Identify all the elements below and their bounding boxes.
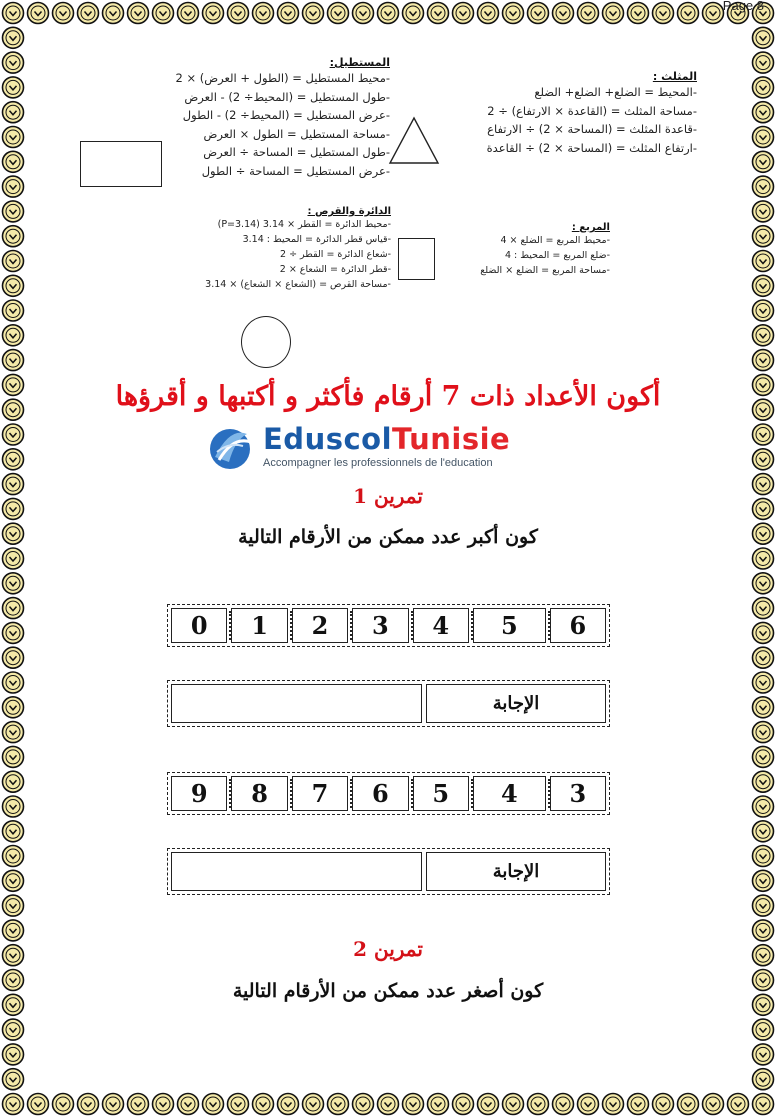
border-medallion xyxy=(178,1094,199,1115)
border-medallion xyxy=(753,1069,774,1090)
border-medallion xyxy=(628,3,649,24)
border-medallion xyxy=(753,424,774,445)
border-medallion xyxy=(3,746,24,767)
border-medallion xyxy=(353,1094,374,1115)
page-number: Page 8 xyxy=(722,0,764,13)
border-medallion xyxy=(78,1094,99,1115)
border-medallion xyxy=(3,325,24,346)
border-medallion xyxy=(3,548,24,569)
logo-tagline: Accompagner les professionnels de l'education xyxy=(263,457,493,469)
circle-formula-line: -قطر الدائرة = الشعاع × 2 xyxy=(279,264,391,275)
border-medallion xyxy=(153,3,174,24)
border-medallion xyxy=(203,3,224,24)
square-formula-line: -ضلع المربع = المحيط : 4 xyxy=(504,250,610,261)
exercise2-instruction: كون أصغر عدد ممكن من الأرقام التالية xyxy=(232,980,544,1002)
border-medallion xyxy=(403,1094,424,1115)
border-medallion xyxy=(453,3,474,24)
border-medallion xyxy=(453,1094,474,1115)
border-medallion xyxy=(3,77,24,98)
border-medallion xyxy=(753,1044,774,1065)
circle-formula-line: -قياس قطر الدائرة = المحيط : 3.14 xyxy=(242,234,391,245)
border-medallion xyxy=(753,1019,774,1040)
border-medallion xyxy=(3,622,24,643)
digit-cell: 3 xyxy=(352,608,408,643)
border-medallion xyxy=(3,275,24,296)
digit-cell: 7 xyxy=(292,776,348,811)
triangle-formulas xyxy=(455,70,697,157)
border-medallion xyxy=(3,176,24,197)
border-medallion xyxy=(28,1094,49,1115)
digit-cell: 4 xyxy=(413,608,469,643)
rectangle-figure xyxy=(80,141,162,187)
triangle-formula-line: -قاعدة المثلث = (المساحة × 2) ÷ الارتفاع xyxy=(487,122,697,136)
triangle-formula-line: -ارتفاع المثلث = (المساحة × 2) ÷ القاعدة xyxy=(486,140,697,155)
border-medallion xyxy=(753,52,774,73)
logo-brand-text xyxy=(263,422,510,456)
border-medallion xyxy=(603,1094,624,1115)
rectangle-formula-line: -مساحة المستطيل = الطول × العرض xyxy=(203,126,390,141)
border-medallion xyxy=(3,697,24,718)
border-medallion xyxy=(753,622,774,643)
border-medallion xyxy=(753,895,774,916)
border-medallion xyxy=(3,424,24,445)
eduscol-logo xyxy=(205,420,515,472)
digit-cell: 5 xyxy=(413,776,469,811)
border-medallion xyxy=(503,1094,524,1115)
rectangle-formula-line: -طول المستطيل = (المحيط÷ 2) - العرض xyxy=(184,89,390,104)
border-medallion xyxy=(753,77,774,98)
border-medallion xyxy=(3,771,24,792)
border-medallion xyxy=(653,1094,674,1115)
triangle-figure xyxy=(388,116,440,166)
answer-input-2[interactable] xyxy=(171,852,422,891)
circle-formula-line: -مساحة القرص = (الشعاع × الشعاع) × 3.14 xyxy=(205,279,391,290)
exercise1-instruction: كون أكبر عدد ممكن من الأرقام التالية xyxy=(238,526,538,548)
border-medallion xyxy=(3,1069,24,1090)
border-medallion xyxy=(753,746,774,767)
digit-cell: 3 xyxy=(550,776,606,811)
border-medallion xyxy=(3,374,24,395)
border-medallion xyxy=(528,1094,549,1115)
triangle-title: المثلث : xyxy=(652,70,697,83)
border-medallion xyxy=(578,1094,599,1115)
border-medallion xyxy=(3,102,24,123)
border-medallion xyxy=(3,27,24,48)
border-medallion xyxy=(3,3,24,24)
border-medallion xyxy=(303,3,324,24)
border-medallion xyxy=(753,127,774,148)
border-medallion xyxy=(753,374,774,395)
border-medallion xyxy=(503,3,524,24)
border-medallion xyxy=(3,598,24,619)
border-medallion xyxy=(3,449,24,470)
answer-label: الإجابة xyxy=(426,852,606,891)
border-medallion xyxy=(753,796,774,817)
square-formula-line: -محيط المربع = الضلع × 4 xyxy=(500,235,610,246)
border-medallion xyxy=(3,1019,24,1040)
border-medallion xyxy=(3,201,24,222)
border-medallion xyxy=(753,548,774,569)
border-medallion xyxy=(78,3,99,24)
square-title: المربع : xyxy=(571,222,610,233)
border-medallion xyxy=(3,226,24,247)
triangle-formula-line: -مساحة المثلث = (القاعدة × الارتفاع) ÷ 2 xyxy=(487,103,697,118)
answer-row-1 xyxy=(167,680,610,727)
border-medallion xyxy=(603,3,624,24)
square-formula-line: -مساحة المربع = الضلع × الضلع xyxy=(480,265,610,276)
border-medallion xyxy=(3,846,24,867)
digit-cell: 8 xyxy=(231,776,287,811)
border-medallion xyxy=(753,573,774,594)
border-medallion xyxy=(753,275,774,296)
border-medallion xyxy=(3,1044,24,1065)
border-medallion xyxy=(753,399,774,420)
border-medallion xyxy=(303,1094,324,1115)
border-medallion xyxy=(3,722,24,743)
border-medallion xyxy=(753,771,774,792)
logo-brand-part1: Eduscol xyxy=(263,422,393,456)
answer-label: الإجابة xyxy=(426,684,606,723)
border-medallion xyxy=(753,325,774,346)
border-medallion xyxy=(753,821,774,842)
border-medallion xyxy=(3,573,24,594)
border-medallion xyxy=(278,1094,299,1115)
digits-row-2 xyxy=(167,772,610,815)
digit-cell: 1 xyxy=(231,608,287,643)
border-medallion xyxy=(203,1094,224,1115)
rectangle-formulas xyxy=(140,56,390,180)
border-medallion xyxy=(228,1094,249,1115)
digit-cell: 6 xyxy=(550,608,606,643)
border-medallion xyxy=(753,102,774,123)
border-medallion xyxy=(678,1094,699,1115)
border-medallion xyxy=(253,3,274,24)
border-medallion xyxy=(3,399,24,420)
border-medallion xyxy=(53,1094,74,1115)
border-medallion xyxy=(53,3,74,24)
border-medallion xyxy=(3,895,24,916)
border-medallion xyxy=(753,151,774,172)
border-medallion xyxy=(3,350,24,371)
border-medallion xyxy=(103,3,124,24)
circle-formulas xyxy=(165,206,391,292)
digit-cell: 2 xyxy=(292,608,348,643)
border-medallion xyxy=(753,350,774,371)
border-medallion xyxy=(3,251,24,272)
border-medallion xyxy=(378,3,399,24)
border-medallion xyxy=(3,151,24,172)
border-medallion xyxy=(403,3,424,24)
border-medallion xyxy=(553,3,574,24)
digit-cell: 5 xyxy=(473,608,546,643)
digit-cell: 0 xyxy=(171,608,227,643)
border-medallion xyxy=(478,3,499,24)
digit-cell: 6 xyxy=(352,776,408,811)
border-medallion xyxy=(103,1094,124,1115)
border-medallion xyxy=(728,1094,749,1115)
main-title: أكون الأعداد ذات 7 أرقام فأكثر و أكتبها و أقرؤها xyxy=(115,381,661,412)
border-medallion xyxy=(628,1094,649,1115)
border-medallion xyxy=(753,846,774,867)
rectangle-formula-line: -عرض المستطيل = المساحة ÷ الطول xyxy=(201,163,390,178)
digit-cell: 4 xyxy=(473,776,546,811)
border-medallion xyxy=(3,647,24,668)
border-medallion xyxy=(753,449,774,470)
border-medallion xyxy=(753,201,774,222)
border-medallion xyxy=(578,3,599,24)
border-medallion xyxy=(753,672,774,693)
border-medallion xyxy=(753,870,774,891)
border-medallion xyxy=(3,796,24,817)
rectangle-formula-line: -عرض المستطيل = (المحيط÷ 2) - الطول xyxy=(182,108,390,122)
answer-input-1[interactable] xyxy=(171,684,422,723)
border-medallion xyxy=(253,1094,274,1115)
border-medallion xyxy=(428,1094,449,1115)
border-medallion xyxy=(753,27,774,48)
circle-formula-line: -محيط الدائرة = القطر × 3.14 (P=3.14) xyxy=(217,219,391,230)
border-medallion xyxy=(328,3,349,24)
border-medallion xyxy=(3,870,24,891)
border-medallion xyxy=(3,821,24,842)
border-medallion xyxy=(678,3,699,24)
border-medallion xyxy=(353,3,374,24)
border-medallion xyxy=(228,3,249,24)
border-medallion xyxy=(753,647,774,668)
border-medallion xyxy=(753,1094,774,1115)
border-medallion xyxy=(753,251,774,272)
border-medallion xyxy=(3,300,24,321)
border-medallion xyxy=(753,598,774,619)
border-medallion xyxy=(378,1094,399,1115)
border-medallion xyxy=(328,1094,349,1115)
square-formulas xyxy=(450,222,610,278)
border-medallion xyxy=(128,1094,149,1115)
exercise1-title: تمرين 1 xyxy=(353,484,423,508)
border-medallion xyxy=(3,672,24,693)
border-medallion xyxy=(753,697,774,718)
border-medallion xyxy=(3,1094,24,1115)
border-medallion xyxy=(3,52,24,73)
rectangle-title: المستطيل: xyxy=(329,56,390,69)
border-medallion xyxy=(3,127,24,148)
border-medallion xyxy=(653,3,674,24)
rectangle-formula-line: -محيط المستطيل = (الطول + العرض) × 2 xyxy=(175,71,390,85)
border-medallion xyxy=(753,722,774,743)
border-medallion xyxy=(528,3,549,24)
answer-row-2 xyxy=(167,848,610,895)
border-medallion xyxy=(753,226,774,247)
rectangle-formula-line: -طول المستطيل = المساحة ÷ العرض xyxy=(203,145,390,159)
logo-emblem-icon xyxy=(205,422,255,472)
border-medallion xyxy=(703,3,724,24)
border-medallion xyxy=(478,1094,499,1115)
border-medallion xyxy=(753,300,774,321)
circle-title: الدائرة والقرص : xyxy=(307,206,391,217)
logo-brand-part2: Tunisie xyxy=(392,422,511,456)
border-medallion xyxy=(428,3,449,24)
circle-formula-line: -شعاع الدائرة = القطر ÷ 2 xyxy=(280,249,391,260)
square-figure xyxy=(398,238,435,280)
border-medallion xyxy=(178,3,199,24)
border-medallion xyxy=(753,176,774,197)
digit-cell: 9 xyxy=(171,776,227,811)
border-medallion xyxy=(703,1094,724,1115)
exercise2-title: تمرين 2 xyxy=(353,937,423,961)
border-medallion xyxy=(28,3,49,24)
border-medallion xyxy=(128,3,149,24)
border-medallion xyxy=(278,3,299,24)
border-medallion xyxy=(153,1094,174,1115)
border-medallion xyxy=(553,1094,574,1115)
digits-row-1 xyxy=(167,604,610,647)
triangle-formula-line: -المحيط = الضلع+ الضلع+ الضلع xyxy=(534,85,697,99)
circle-figure xyxy=(241,316,291,368)
